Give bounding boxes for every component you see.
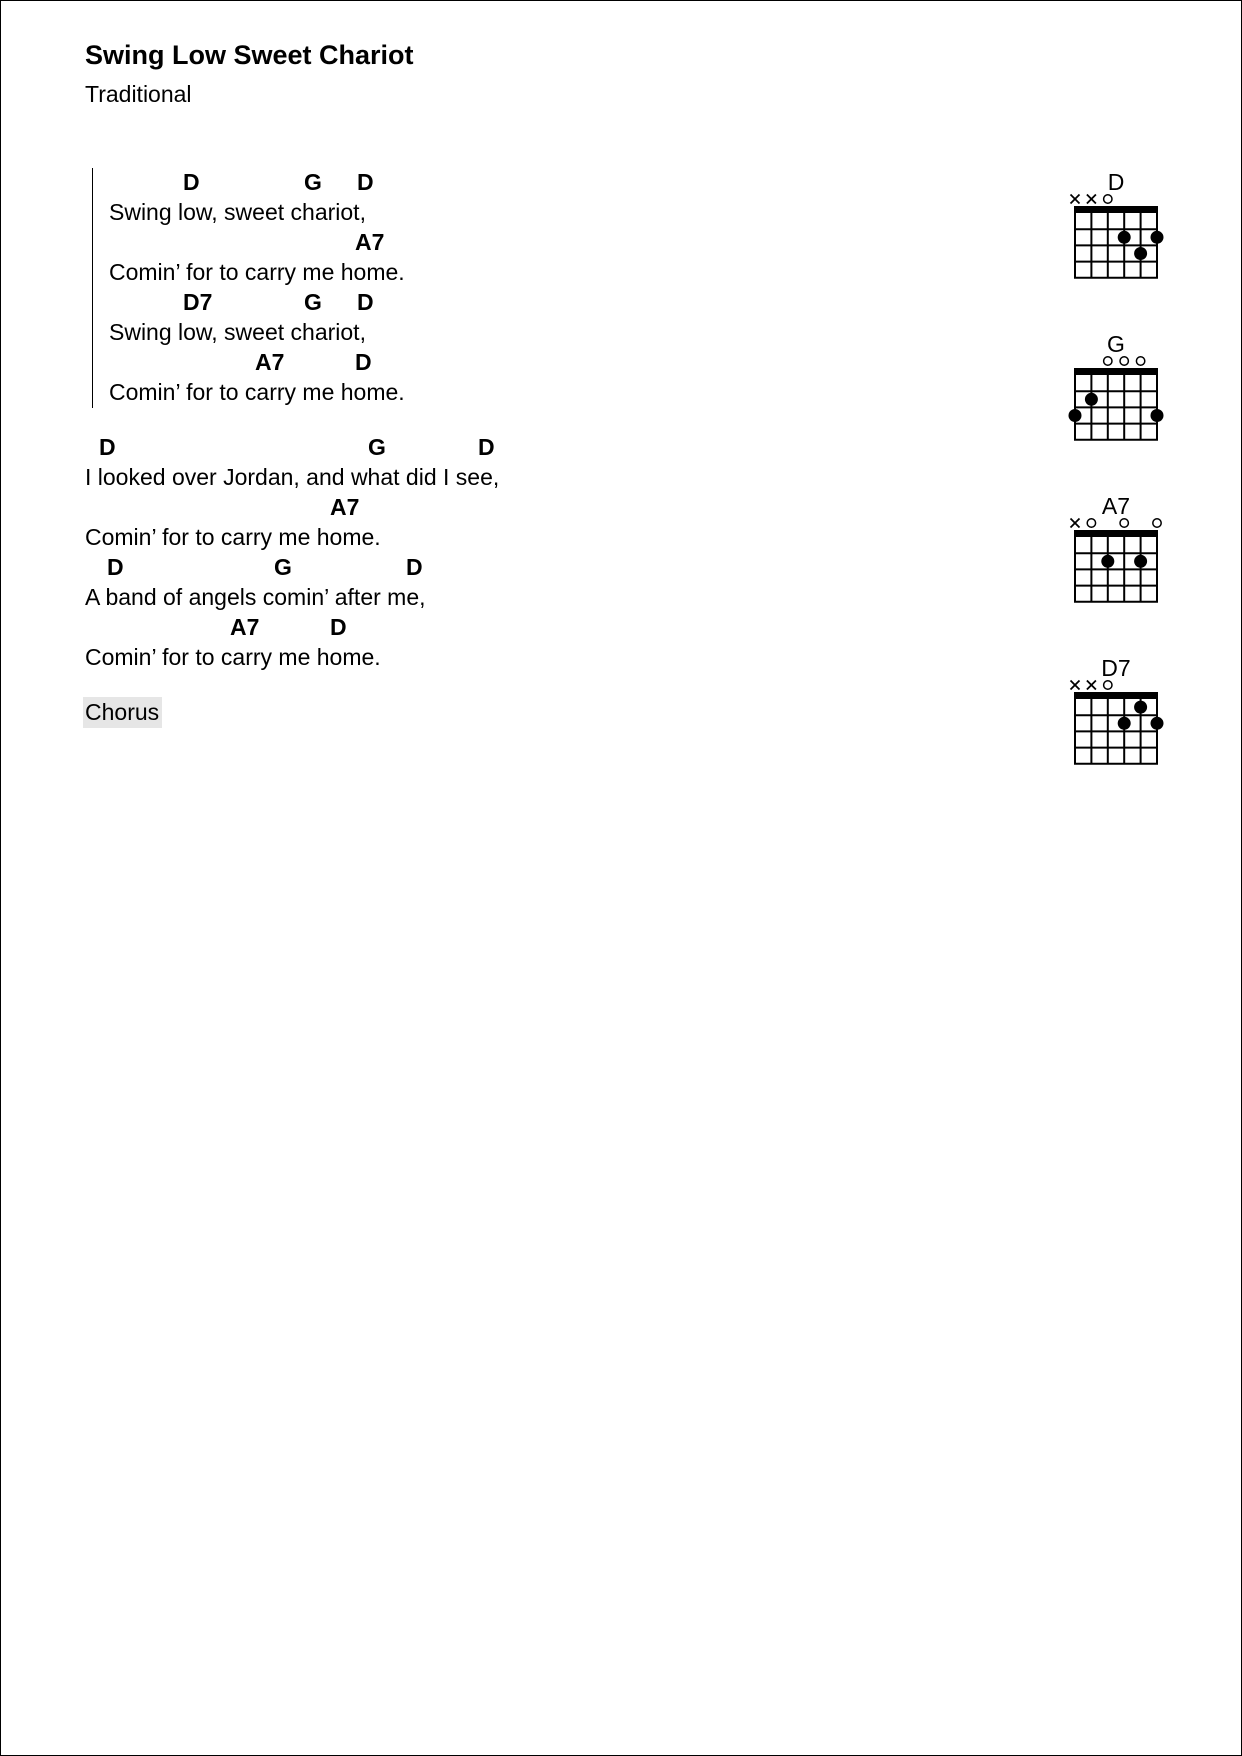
chord-label: G <box>304 169 322 195</box>
nut <box>1074 692 1158 699</box>
open-string-marker <box>1136 357 1144 365</box>
lyric-line: Comin’ for to carry me home. <box>109 259 405 285</box>
finger-dot <box>1118 231 1131 244</box>
chord-diagram-name: G <box>1107 331 1125 357</box>
finger-dot <box>1134 247 1147 260</box>
chord-diagram-name: D <box>1107 169 1125 195</box>
finger-dot <box>1118 717 1131 730</box>
nut <box>1074 206 1158 213</box>
nut <box>1074 530 1158 537</box>
chorus-reference: Chorus <box>83 697 162 728</box>
song-subtitle: Traditional <box>85 81 192 107</box>
chord-label: D <box>107 554 124 580</box>
chord-label: D <box>478 434 495 460</box>
open-string-marker <box>1104 195 1112 203</box>
finger-dot <box>1101 555 1114 568</box>
open-string-marker <box>1104 357 1112 365</box>
chord-label: G <box>304 289 322 315</box>
lyric-line: Comin’ for to carry me home. <box>85 524 381 550</box>
fretboard-grid <box>1061 333 1171 453</box>
chord-label: D <box>99 434 116 460</box>
open-string-marker <box>1153 519 1161 527</box>
finger-dot <box>1151 231 1164 244</box>
chord-label: D <box>406 554 423 580</box>
lyric-line: Swing low, sweet chariot, <box>109 319 366 345</box>
finger-dot <box>1085 393 1098 406</box>
open-string-marker <box>1120 357 1128 365</box>
chord-label: A7 <box>255 349 285 375</box>
chord-label: A7 <box>355 229 385 255</box>
chord-label: G <box>368 434 386 460</box>
fretboard-grid <box>1061 657 1171 777</box>
chord-label: A7 <box>230 614 260 640</box>
chord-label: D <box>183 169 200 195</box>
chorus-bar <box>92 168 93 408</box>
nut <box>1074 368 1158 375</box>
chord-label: D <box>357 289 374 315</box>
chord-diagram-d <box>1061 171 1171 301</box>
chord-label: D <box>330 614 347 640</box>
chord-diagram-d7 <box>1061 657 1171 787</box>
chord-label: G <box>274 554 292 580</box>
chord-diagram-g <box>1061 333 1171 463</box>
lyric-line: I looked over Jordan, and what did I see, <box>85 464 500 490</box>
finger-dot <box>1151 409 1164 422</box>
chord-diagram-a7 <box>1061 495 1171 625</box>
chord-label: D7 <box>183 289 213 315</box>
lyric-line: Comin’ for to carry me home. <box>85 644 381 670</box>
lyric-line: Swing low, sweet chariot, <box>109 199 366 225</box>
song-title: Swing Low Sweet Chariot <box>85 40 414 70</box>
open-string-marker <box>1087 519 1095 527</box>
open-string-marker <box>1120 519 1128 527</box>
finger-dot <box>1069 409 1082 422</box>
fretboard-grid <box>1061 171 1171 291</box>
lyric-line: A band of angels comin’ after me, <box>85 584 426 610</box>
open-string-marker <box>1104 681 1112 689</box>
chord-label: D <box>355 349 372 375</box>
fretboard-grid <box>1061 495 1171 615</box>
finger-dot <box>1134 701 1147 714</box>
chord-diagram-name: A7 <box>1101 493 1131 519</box>
chord-diagram-name: D7 <box>1101 655 1131 681</box>
finger-dot <box>1134 555 1147 568</box>
finger-dot <box>1151 717 1164 730</box>
chord-label: D <box>357 169 374 195</box>
chord-label: A7 <box>330 494 360 520</box>
lyric-line: Comin’ for to carry me home. <box>109 379 405 405</box>
